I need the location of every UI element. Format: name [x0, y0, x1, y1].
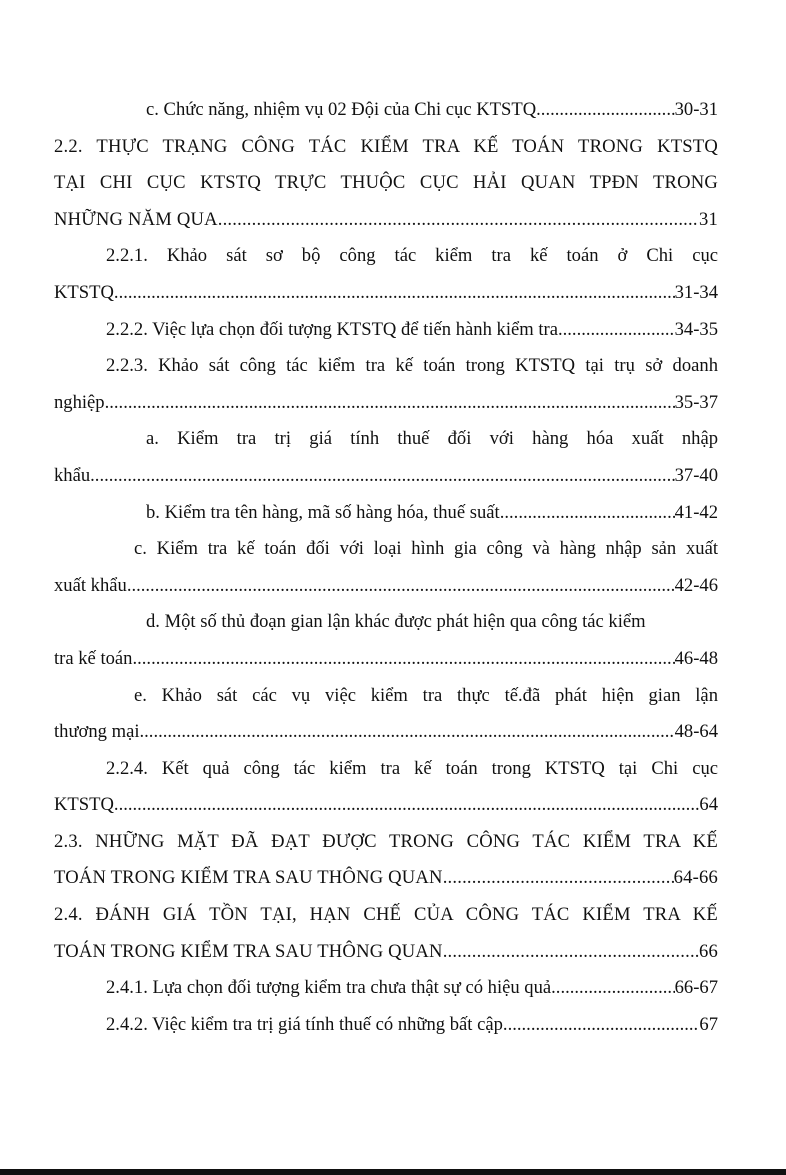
toc-entry-line [54, 604, 718, 641]
toc-entry-text: thương mại [54, 721, 140, 743]
toc-entry-text: KTSTQ [54, 281, 114, 303]
toc-entry-text: TOÁN TRONG KIỂM TRA SAU THÔNG QUAN [54, 940, 443, 962]
toc-page-number: 64-66 [673, 867, 718, 889]
toc-entry-text: KTSTQ [54, 794, 114, 816]
toc-page-number: 30-31 [674, 99, 718, 120]
toc-entry-line [54, 238, 718, 275]
toc-page-number: 66 [699, 940, 718, 962]
toc-entry-text: e. Khảo sát các vụ việc kiểm tra thực tế.đã phát hiện gian lận [134, 684, 718, 706]
toc-heading-line [54, 165, 718, 202]
toc-entry-text: nghiệp [54, 391, 105, 413]
toc-entry-text: 2.2.3. Khảo sát công tác kiểm tra kế toán trong KTSTQ tại trụ sở doanh [106, 355, 718, 377]
toc-entry-text: TOÁN TRONG KIỂM TRA SAU THÔNG QUAN [54, 867, 443, 889]
toc-entry [54, 641, 718, 678]
toc-entry [54, 934, 718, 971]
toc-entry [54, 92, 718, 129]
toc-entry [54, 970, 718, 1007]
toc-entry-text: xuất khẩu [54, 574, 127, 596]
toc-entry [54, 568, 718, 605]
toc-page-number: 31-34 [674, 281, 718, 303]
toc-entry [54, 1007, 718, 1044]
table-of-contents [54, 92, 718, 1043]
toc-entry-line [54, 531, 718, 568]
toc-entry [54, 787, 718, 824]
toc-entry-text: 2.4.1. Lựa chọn đối tượng kiểm tra chưa thật sự có hiệu quả [106, 977, 552, 999]
toc-entry-line [54, 751, 718, 788]
toc-entry-line [54, 421, 718, 458]
toc-entry-text: 2.4.2. Việc kiểm tra trị giá tính thuế có những bất cập [106, 1013, 503, 1035]
toc-page-number: 64 [699, 794, 718, 816]
toc-page-number: 42-46 [674, 574, 718, 596]
toc-heading-line [54, 897, 718, 934]
toc-entry-text: khẩu [54, 464, 91, 486]
toc-page-number: 46-48 [674, 647, 718, 669]
toc-entry-text: a. Kiểm tra trị giá tính thuế đối với hàng hóa xuất nhập [146, 428, 718, 450]
toc-entry [54, 275, 718, 312]
toc-entry-text: 2.2.4. Kết quả công tác kiểm tra kế toán trong KTSTQ tại Chi cục [106, 757, 718, 779]
toc-entry-text: c. Chức năng, nhiệm vụ 02 Đội của Chi cục KTSTQ [146, 99, 537, 120]
toc-entry-text: c. Kiểm tra kế toán đối với loại hình gia công và hàng nhập sản xuất [134, 538, 718, 560]
toc-entry-line [54, 348, 718, 385]
toc-entry [54, 495, 718, 532]
toc-entry [54, 458, 718, 495]
toc-page-number: 31 [699, 208, 718, 230]
toc-entry-text: tra kế toán [54, 647, 133, 669]
toc-entry-text: NHỮNG NĂM QUA [54, 208, 218, 230]
toc-page-number: 67 [699, 1013, 718, 1035]
toc-entry-text: TẠI CHI CỤC KTSTQ TRỰC THUỘC CỤC HẢI QUAN TPĐN TRONG [54, 172, 718, 194]
toc-heading-line [54, 129, 718, 166]
toc-entry [54, 312, 718, 349]
toc-page-number: 34-35 [674, 318, 718, 340]
toc-entry [54, 385, 718, 422]
toc-page-number: 41-42 [674, 501, 718, 523]
toc-page-number: 37-40 [674, 464, 718, 486]
toc-page-number: 35-37 [674, 391, 718, 413]
toc-page-number: 66-67 [674, 977, 718, 999]
toc-entry [54, 202, 718, 239]
toc-entry-text: 2.3. NHỮNG MẶT ĐÃ ĐẠT ĐƯỢC TRONG CÔNG TÁC KIỂM TRA KẾ [54, 830, 718, 852]
toc-entry-text: 2.2. THỰC TRẠNG CÔNG TÁC KIỂM TRA KẾ TOÁN TRONG KTSTQ [54, 135, 718, 157]
toc-entry-text: d. Một số thủ đoạn gian lận khác được phát hiện qua công tác kiểm [146, 611, 646, 633]
toc-entry-line [54, 678, 718, 715]
toc-page-number: 48-64 [674, 721, 718, 743]
toc-entry [54, 714, 718, 751]
page-bottom-border [0, 1169, 786, 1175]
toc-entry [54, 860, 718, 897]
toc-entry-text: b. Kiểm tra tên hàng, mã số hàng hóa, thuế suất [146, 501, 500, 523]
toc-entry-text: 2.2.1. Khảo sát sơ bộ công tác kiểm tra kế toán ở Chi cục [106, 245, 718, 267]
toc-heading-line [54, 824, 718, 861]
toc-entry-text: 2.2.2. Việc lựa chọn đối tượng KTSTQ để tiến hành kiểm tra [106, 318, 558, 340]
toc-entry-text: 2.4. ĐÁNH GIÁ TỒN TẠI, HẠN CHẾ CỦA CÔNG TÁC KIỂM TRA KẾ [54, 904, 718, 926]
